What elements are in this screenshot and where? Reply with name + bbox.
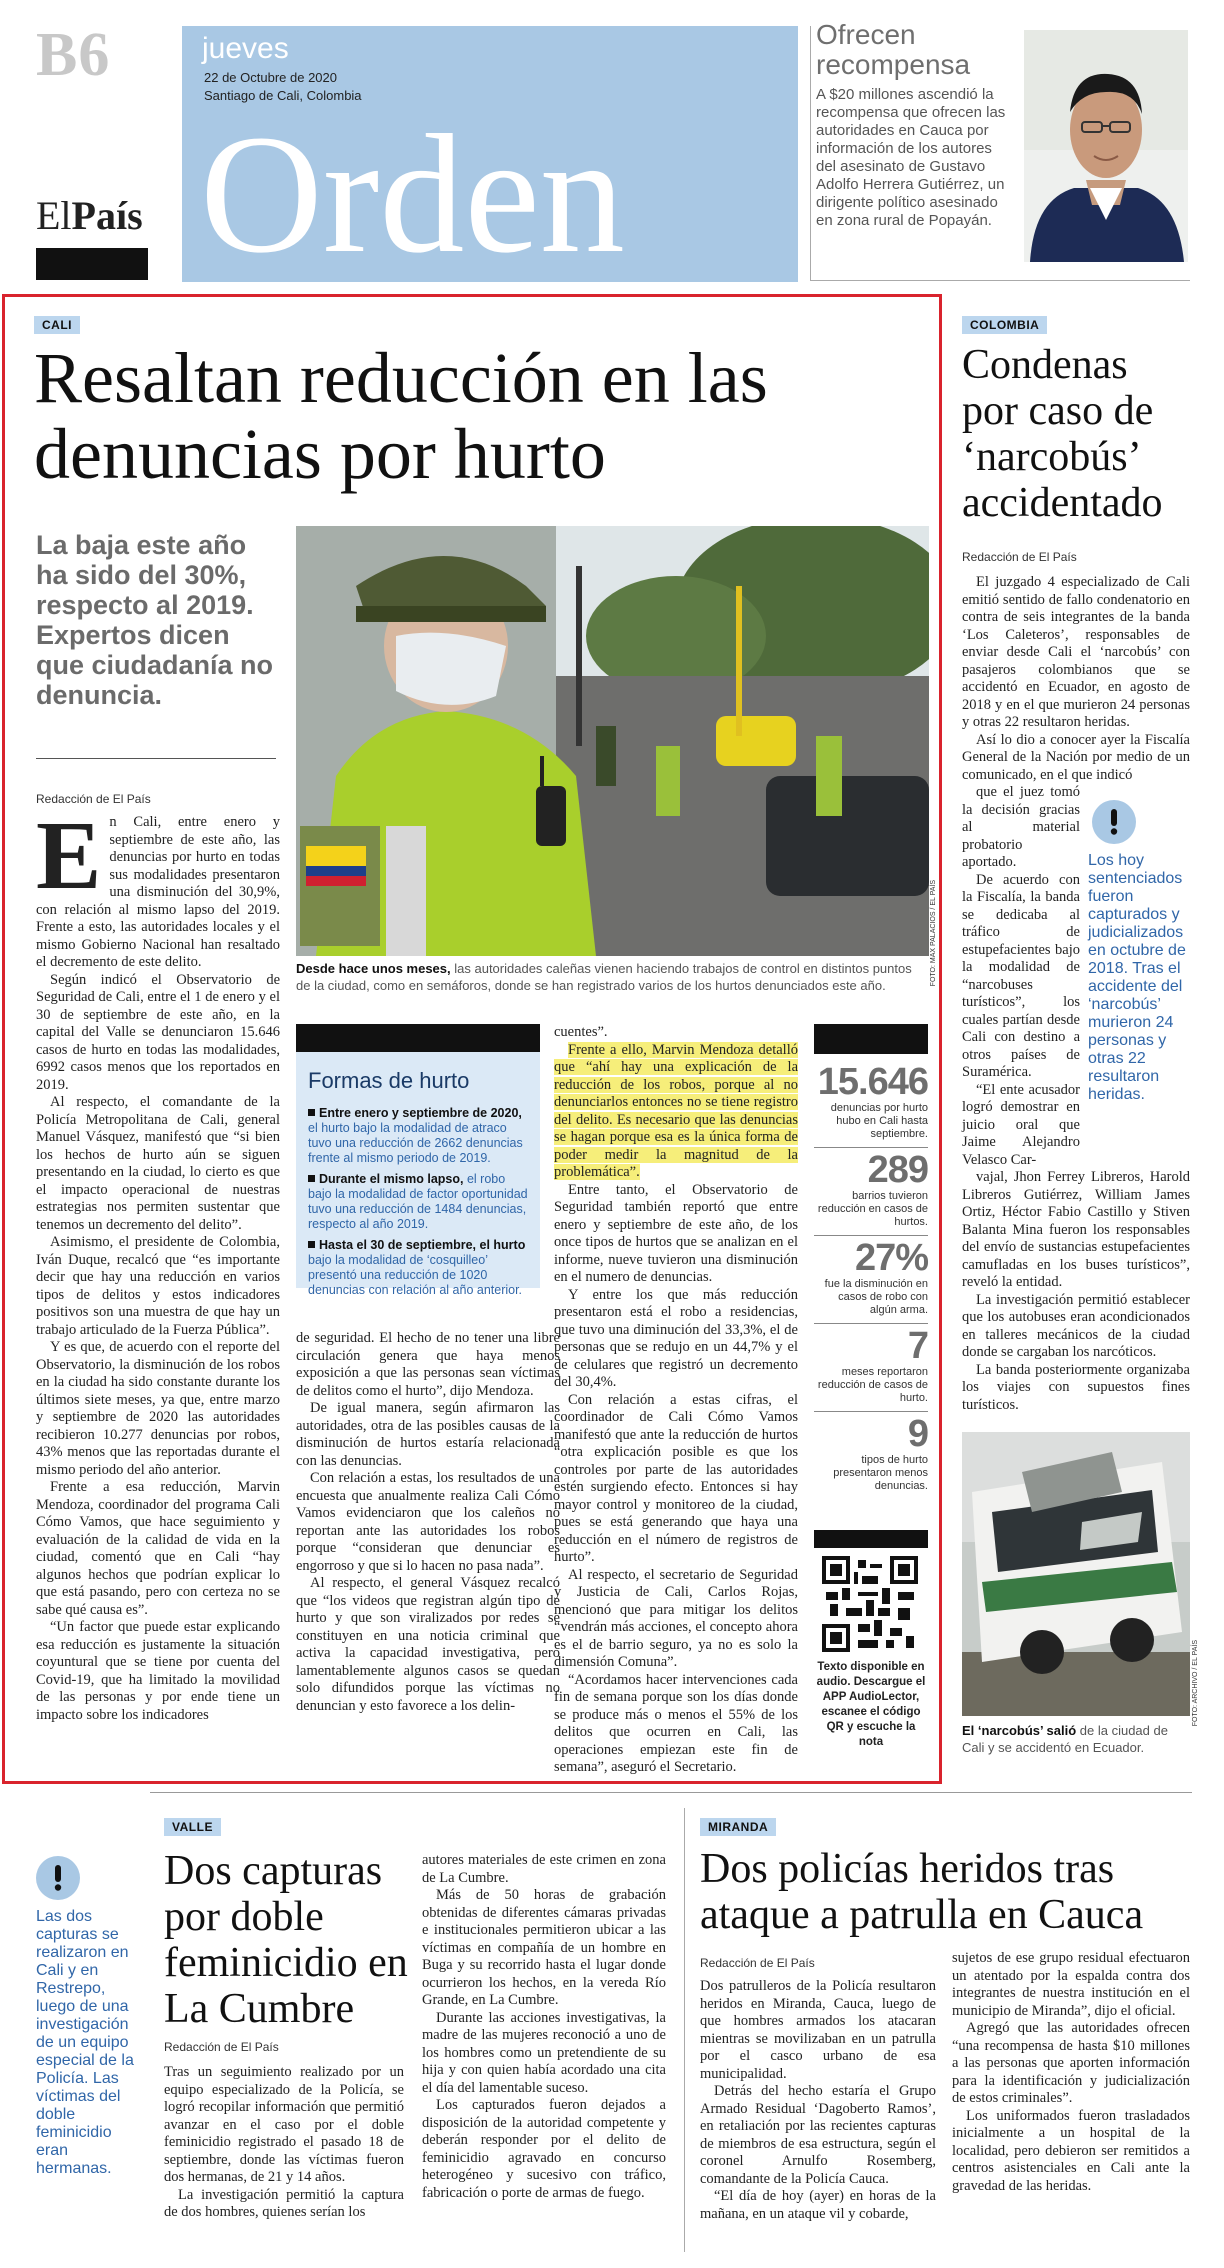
info-box-item	[308, 1106, 530, 1166]
bullet-icon	[308, 1109, 315, 1116]
paragraph: Al respecto, el general Vásquez recalcó que “los videos que registran algún tipo de hurto y que son viralizados por redes se constituyen en una noticia criminal que activa la capacidad investigativa, pero lamentablemente algunos casos se quedan solo difundidos porque las víctimas no denuncian y esto favorece a los delin-	[296, 1575, 560, 1714]
audio-note: Texto disponible en audio. Descargue el APP AudioLector, escanee el código QR y escuche la nota	[816, 1661, 926, 1748]
paragraph: El juzgado 4 especializado de Cali emitió sentido de fallo condenatorio en contra de seis integrantes de la banda ‘Los Caleteros’, responsables de enviar desde Cali el ‘narcobús’ con pasajeros colombianos que se accidentó en Ecuador, en agosto de 2018 y en el que murieron 24 personas y otras 22 resultaron heridas.	[962, 574, 1190, 730]
caption-text: las autoridades caleñas vienen haciendo trabajos de control en distintos puntos de la ciudad, como en semáforos, donde se han registrado varios de los hurtos denunciados este año.	[296, 961, 912, 993]
paragraph: cuentes”.	[554, 1024, 608, 1040]
article-kicker: COLOMBIA	[962, 316, 1047, 334]
logo-bold: País	[71, 193, 143, 238]
paragraph: Según indicó el Observatorio de Seguridad de Cali, entre el 1 de enero y el 30 de septiembre de este año, en la capital del Valle se denunciaron 15.646 casos de hurto en todas las modalidades, 6992 casos menos que los reportados en 2019.	[36, 971, 280, 1093]
caption-text: de la ciudad de Cali y se accidentó en Ecuador.	[962, 1723, 1168, 1755]
paragraph: La investigación permitió establecer que los autobuses eran acondicionados en talleres mecánicos de la ciudad donde se cargaban los narcóticos.	[962, 1291, 1190, 1360]
stat-number: 27%	[854, 1237, 928, 1279]
stat-label: denuncias por hurto hubo en Cali hasta septiembre.	[830, 1102, 928, 1140]
masthead-city: Santiago de Cali, Colombia	[204, 88, 362, 103]
teaser	[816, 20, 1016, 230]
paragraph: Asimismo, el presidente de Colombia, Iván Duque, recalcó que “es importante decir que hay una reducción en varios tipos de delitos y estos indicadores positivos son una muestra de que hay un trabajo articulado de la Fuerza Pública”.	[36, 1234, 280, 1338]
paragraph: La investigación permitió la captura de dos hombres, quienes serían los	[164, 2186, 404, 2220]
paragraph: Al respecto, el secretario de Seguridad y Justicia de Cali, Carlos Rojas, mencionó que para mitigar los delitos “vendrán más acciones, el concepto ahora es el de barrio seguro, ya no es solo la dimensión Comuna”.	[554, 1566, 798, 1670]
paragraph-highlight	[554, 1042, 798, 1182]
info-box-item-text: el hurto bajo la modalidad de atraco tuvo una reducción de 2662 denuncias frente al mismo periodo de 2019.	[308, 1121, 523, 1165]
stat-item	[814, 1148, 928, 1236]
info-box-item-text: el robo bajo la modalidad de factor oportunidad tuvo una reducción de 1484 denuncias, respecto al año 2019.	[308, 1172, 528, 1231]
paragraph: Con relación a estas, los resultados de una encuesta que anualmente realiza Cali Cómo Vamos evidenciaron que los caleños no reportan ante las autoridades los robos porque “consideran que denunciar es engorroso y que si lo hacen no pasa nada”.	[296, 1470, 560, 1574]
stat-item	[814, 1236, 928, 1324]
teaser-portrait-photo	[1024, 30, 1188, 262]
police-officer-photo	[296, 526, 929, 956]
article-column	[952, 1950, 1190, 2195]
info-box-item	[308, 1172, 530, 1232]
article-kicker: MIRANDA	[700, 1818, 776, 1836]
exclamation-icon	[1092, 800, 1136, 844]
stat-label: barrios tuvieron reducción en casos de hurtos.	[817, 1190, 928, 1228]
teaser-title: Ofrecen recompensa	[816, 19, 971, 80]
photo-credit: FOTO: MAX PALACIOS / EL PAÍS	[930, 880, 937, 987]
article-column-2	[296, 1330, 560, 1715]
paragraph: Y entre los que más reducción presentaron está el robo a residencias, que tuvo una diminución del 33,3%, el de personas que se redujo en un 44,7% y el de celulares que registró un decremento del 30,4%.	[554, 1286, 798, 1390]
divider	[810, 280, 1190, 281]
pull-quote: Los hoy sentenciados fueron capturados y judicializados en octubre de 2018. Tras el accidente del ‘narcobús’ murieron 24 personas y otras 22 resultaron heridas.	[1088, 852, 1186, 1103]
stat-label: meses reportaron reducción de casos de hurto.	[817, 1366, 928, 1404]
paragraph: n Cali, entre enero y septiembre de este año, las denuncias por hurto en todas sus modalidades presentaron una disminución del 30,9%, con relación al mismo lapso del 2019. Frente a esto, las autoridades locales y el mismo Gobierno Nacional han resaltado el decremento de este delito.	[36, 814, 280, 970]
stats-sidebar	[814, 1024, 928, 1499]
paragraph: que el juez tomó la decisión gracias al material probatorio aportado.	[962, 784, 1080, 870]
box-header-bar	[296, 1024, 540, 1052]
paragraph: autores materiales de este crimen en zona de La Cumbre.	[422, 1852, 666, 1886]
paragraph: Agregó que las autoridades ofrecen “una recompensa de hasta $10 millones a las personas que aporten información para la identificación y judicialización de estos criminales”.	[952, 2020, 1190, 2106]
page-number: B6	[36, 21, 111, 89]
masthead-day: jueves	[202, 32, 289, 65]
bullet-icon	[308, 1241, 315, 1248]
masthead-box	[182, 26, 798, 282]
paragraph: Durante las acciones investigativas, la madre de las mujeres reconoció a uno de los hombres como un pretendiente de su hija y con quien había acordado una cita el día del lamentable suceso.	[422, 2009, 666, 2096]
paragraph: Los uniformados fueron trasladados inicialmente a un hospital de la localidad, pero debieron ser remitidos a centros asistenciales en Cali ante la gravedad de las heridas.	[952, 2107, 1190, 2194]
article-column	[700, 1978, 936, 2223]
audio-header-bar	[814, 1530, 928, 1548]
article-kicker: VALLE	[164, 1818, 221, 1836]
paragraph: Dos patrulleros de la Policía resultaron heridos en Miranda, Cauca, luego de que hombres armados los atacaran mientras se movilizaban en un patrulla por el casco urbano de esa municipalidad.	[700, 1978, 936, 2082]
article-byline: Redacción de El País	[36, 792, 151, 806]
article-column-3	[554, 1024, 798, 1777]
paragraph: Más de 50 horas de grabación obtenidas de diferentes cámaras privadas e institucionales permitieron ubicar a las víctimas en compañía de un hombre en Buga y su recorrido hasta el lugar donde ocurrieron los hechos, en la vereda Río Grande, en La Cumbre.	[422, 1887, 666, 2008]
stats-header-bar	[814, 1024, 928, 1054]
paragraph: Tras un seguimiento realizado por un equipo especializado de la Policía, se logró recopilar información que permitió avanzar en el caso por el doble feminicidio registrado el pasado 18 de septiembre, donde las víctimas fueron dos hermanas, de 21 y 14 años.	[164, 2064, 404, 2185]
stat-number: 7	[907, 1325, 928, 1367]
logo-light: El	[36, 193, 72, 238]
caption-lead: El ‘narcobús’ salió	[962, 1723, 1077, 1738]
drop-cap: E	[36, 802, 102, 910]
section-title: Orden	[200, 100, 625, 282]
exclamation-icon	[36, 1856, 80, 1900]
article-headline: Resaltan reducción en las denuncias por hurto	[34, 338, 768, 494]
crashed-bus-photo	[962, 1432, 1190, 1716]
article-column	[422, 1852, 666, 2202]
paragraph: vajal, Jhon Ferrey Libreros, Harold Libreros Gutiérrez, William James Ortiz, Héctor Fabio Castillo y Stiven Balanta Mina fueron los responsables del envío de sustancias estupefacientes camufladas en los buses turísticos”, reveló la entidad.	[962, 1169, 1190, 1290]
paragraph: De acuerdo con la Fiscalía, la banda se dedicaba al tráfico de estupefacientes bajo la modalidad de “narcobuses turísticos”, los cuales partían desde Cali con destino a otros países de Suramérica.	[962, 871, 1080, 1080]
article-deck: La baja este año ha sido del 30%, respecto al 2019. Expertos dicen que ciudadanía no denuncia.	[36, 530, 274, 710]
stat-item	[814, 1324, 928, 1412]
divider	[36, 758, 276, 759]
stat-number: 9	[907, 1413, 928, 1455]
divider	[150, 1792, 1192, 1793]
paragraph: “El día de hoy (ayer) en horas de la mañana, en un ataque vil y cobarde,	[700, 2188, 936, 2222]
info-box-item-lead: Hasta el 30 de septiembre, el hurto	[319, 1238, 526, 1252]
article-column	[164, 2064, 404, 2222]
article-byline: Redacción de El País	[164, 2040, 279, 2054]
paragraph: Y es que, de acuerdo con el reporte del Observatorio, la disminución de los robos en la ciudad ha sido constante durante los últimos siete meses, ya que, entre marzo y septiembre de 2020 las autoridades recibieron 10.277 denuncias por robos, 43% menos que las reportadas durante el mismo periodo del año anterior.	[36, 1339, 280, 1478]
logo-bar	[36, 248, 148, 280]
photo-credit: FOTO: ARCHIVO / EL PAÍS	[1192, 1640, 1199, 1727]
paragraph: De igual manera, según afirmaron las autoridades, otra de las posibles causas de la disminución de hurtos estaría relacionada con las denuncias.	[296, 1400, 560, 1469]
qr-code-icon[interactable]	[822, 1556, 918, 1652]
info-box	[296, 1052, 540, 1297]
info-box-item	[308, 1238, 530, 1298]
stat-number: 289	[867, 1149, 928, 1191]
article-headline: Condenas por caso de ‘narcobús’ accidentado	[962, 342, 1163, 526]
info-box-title: Formas de hurto	[308, 1068, 470, 1093]
divider	[684, 1808, 685, 2252]
stat-item	[814, 1060, 928, 1148]
paragraph: Así lo dio a conocer ayer la Fiscalía General de la Nación por medio de un comunicado, en el que indicó	[962, 731, 1190, 783]
masthead-date: 22 de Octubre de 2020	[204, 70, 337, 85]
paragraph: Al respecto, el comandante de la Policía Metropolitana de Cali, general Manuel Vásquez, manifestó que “si bien los hechos de hurto aún se siguen presentando en la ciudad, lo cierto es que el impacto operacional de nuestras estrategias nos permiten sustentar que tenemos un decremento del delito”.	[36, 1094, 280, 1233]
info-box-item-lead: Durante el mismo lapso,	[319, 1172, 464, 1186]
paragraph: “El ente acusador logró demostrar en juicio oral que Jaime Alejandro Velasco Car-	[962, 1081, 1080, 1168]
paragraph: La banda posteriormente organizaba los viajes con supuestos fines turísticos.	[962, 1361, 1190, 1413]
paragraph: “Un factor que puede estar explicando esa reducción es justamente la situación coyuntural que se tiene por cuenta del Covid-19, que ha limitado la movilidad de las personas y por ende tiene un impacto sobre los indicadores	[36, 1619, 280, 1723]
newspaper-logo	[36, 192, 143, 239]
pull-quote: Las dos capturas se realizaron en Cali y en Restrepo, luego de una investigación de un equipo especial de la Policía. Las víctimas del doble feminicidio eran hermanas.	[36, 1908, 134, 2177]
bullet-icon	[308, 1175, 315, 1182]
stat-number: 15.646	[817, 1061, 928, 1103]
caption-lead: Desde hace unos meses,	[296, 961, 451, 976]
paragraph: Con relación a estas cifras, el coordinador de Cali Cómo Vamos manifestó que ante la reducción de hurtos “otra explicación posible es que los controles por parte de las autoridades estén surgiendo efecto. Entonces si hay mayor control y monitoreo de la ciudad, pues se está generando que haya una reducción en el número de registros de hurto”.	[554, 1391, 798, 1565]
divider	[810, 26, 811, 280]
article-headline: Dos capturas por doble feminicidio en La Cumbre	[164, 1848, 408, 2032]
photo-caption	[962, 1722, 1190, 1756]
paragraph: Detrás del hecho estaría el Grupo Armado Residual ‘Dagoberto Ramos’, en retaliación por las recientes capturas de miembros de esa estructura, según el coronel Arnulfo Rosemberg, comandante de la Policía Cauca.	[700, 2083, 936, 2187]
highlighted-quote: Frente a ello, Marvin Mendoza detalló que “ahí hay una explicación de la reducción de los robos, porque al no denunciarlos entonces no se tiene registro del delito. Es necesario que las denuncias se hagan porque esa es la única forma de poder medir la magnitud de la problemática”.	[554, 1041, 798, 1180]
stat-label: fue la disminución en casos de robo con algún arma.	[824, 1278, 928, 1316]
article-byline: Redacción de El País	[962, 550, 1077, 564]
paragraph: sujetos de ese grupo residual efectuaron un atentado por la espalda contra dos integrantes de nuestra institución en el municipio de Miranda”, dijo el oficial.	[952, 1950, 1190, 2019]
photo-caption	[296, 960, 916, 994]
article-headline: Dos policías heridos tras ataque a patrulla en Cauca	[700, 1846, 1144, 1938]
info-box-item-lead: Entre enero y septiembre de 2020,	[319, 1106, 522, 1120]
paragraph: Frente a esa reducción, Marvin Mendoza, coordinador del programa Cali Cómo Vamos, que hace seguimiento y evaluación de la calidad de vida en la ciudad, comentó que en Cali “hay algunos hechos que podrían explicar lo que está pasando, pero con certeza no se sabe qué causa es”.	[36, 1479, 280, 1618]
stat-label: tipos de hurto presentaron menos denuncias.	[833, 1454, 928, 1492]
info-box-item-text: bajo la modalidad de ‘cosquilleo’ presentó una reducción de 1020 denuncias con relación al año anterior.	[308, 1253, 523, 1297]
paragraph: de seguridad. El hecho de no tener una libre circulación genera que haya menos exposición a que las personas sean víctimas de delitos como el hurto”, dijo Mendoza.	[296, 1330, 560, 1399]
paragraph: “Acordamos hacer intervenciones cada fin de semana porque son los días donde se produce más o menos el 55% de los delitos que ocurren en Cali, las operaciones empiezan este fin de semana”, aseguró el Secretario.	[554, 1671, 798, 1775]
stat-item	[814, 1412, 928, 1499]
article-byline: Redacción de El País	[700, 1956, 815, 1970]
article-column-1	[36, 802, 280, 1724]
paragraph: Los capturados fueron dejados a disposición de la autoridad competente y deberán responder por el delito de feminicidio agravado en concurso heterogéneo y sucesivo con tráfico, fabricación o porte de armas de fuego.	[422, 2097, 666, 2201]
article-kicker: CALI	[34, 316, 80, 334]
paragraph: Entre tanto, el Observatorio de Seguridad también reportó que entre enero y septiembre de este año, de los once tipos de hurtos que se analizan en el informe, nueve tuvieron una disminución en el numero de denuncias.	[554, 1181, 798, 1285]
teaser-text: A $20 millones ascendió la recompensa que ofrecen las autoridades en Cauca por información de los autores del asesinato de Gustavo Adolfo Herrera Gutiérrez, un dirigente político asesinado en zona rural de Popayán.	[816, 86, 1006, 229]
